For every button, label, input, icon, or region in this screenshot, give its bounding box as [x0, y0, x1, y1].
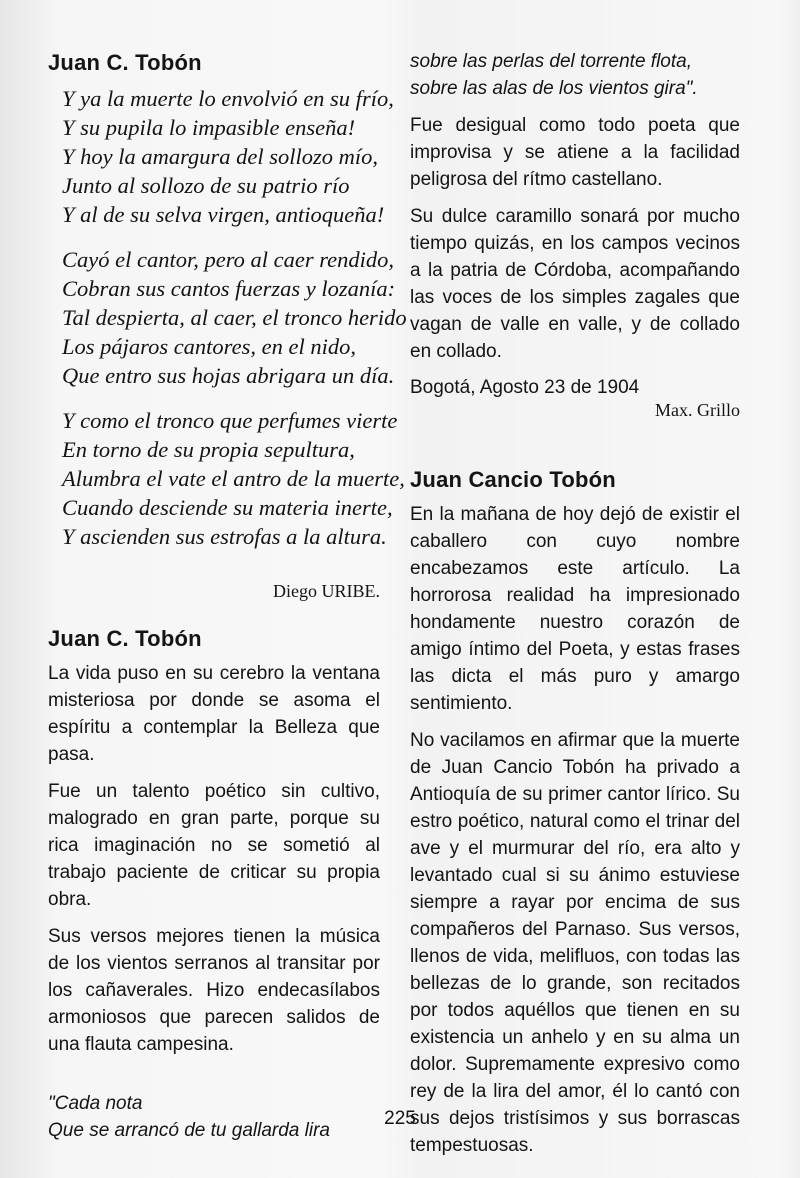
poem-line: Junto al sollozo de su patrio río [62, 173, 350, 198]
poem-stanza-2 [48, 245, 407, 390]
essay-paragraph: Su dulce caramillo sonará por mucho tiempo quizás, en los campos vecinos a la patria de Córdoba, acompañando las voces de los simples zagales que vagan de valle en valle, y de collado en collado. [410, 206, 740, 362]
essay-paragraph: Sus versos mejores tienen la música de los vientos serranos al transitar por los cañaverales. Hizo endecasílabos armoniosos que parecen salidos de una flauta campesina. [48, 926, 380, 1055]
poem-line: Cayó el cantor, pero al caer rendido, [62, 247, 395, 272]
poem-stanza-1 [48, 84, 394, 229]
quote-line: sobre las alas de los vientos gira". [410, 78, 698, 99]
poem-line: Alumbra el vate el antro de la muerte, [62, 466, 405, 491]
quote-line: Que se arrancó de tu gallarda lira [48, 1120, 330, 1141]
essay-paragraph: Fue desigual como todo poeta que improvisa y se atiene a la facilidad peligrosa del rítmo castellano. [410, 115, 740, 190]
section-heading-obituary: Juan Cancio Tobón [410, 467, 616, 492]
essay-paragraph: Fue un talento poético sin cultivo, malogrado en gran parte, porque su rica imaginación no se sometió al trabajo paciente de criticar su propia obra. [48, 781, 380, 910]
essay-signature: Max. Grillo [655, 400, 740, 420]
poem-signature: Diego URIBE. [273, 581, 380, 601]
section-heading-poem: Juan C. Tobón [48, 50, 202, 75]
quote-block-end [410, 48, 740, 102]
obituary-paragraph: No vacilamos en afirmar que la muerte de Juan Cancio Tobón ha privado a Antioquía de su primer cantor lírico. Su estro poético, natural como el trinar del ave y el murmurar del río, era alto y levantado cual si su ánimo estuviese siempre a rayar por encima de sus compañeros del Parnaso. Sus versos, llenos de vida, melifluos, con todas las bellezas de lo grande, son recitados por todos aquéllos que tienen en su existencia un anhelo y en su alma un dolor. Supremamente expresivo como rey de la lira del amor, él lo cantó con sus dejos tristísimos y sus borrascas tempestuosas. [410, 730, 740, 1156]
poem-line: Cobran sus cantos fuerzas y lozanía: [62, 276, 396, 301]
poem-line: Tal despierta, al caer, el tronco herido [62, 305, 407, 330]
poem-line: Y ascienden sus estrofas a la altura. [62, 524, 387, 549]
poem-line: Los pájaros cantores, en el nido, [62, 334, 356, 359]
poem-line: Y como el tronco que perfumes vierte [62, 408, 398, 433]
poem-line: Y al de su selva virgen, antioqueña! [62, 202, 385, 227]
quote-line: "Cada nota [48, 1093, 143, 1114]
section-heading-essay: Juan C. Tobón [48, 626, 202, 651]
poem-line: Y hoy la amargura del sollozo mío, [62, 144, 379, 169]
poem-line: En torno de su propia sepultura, [62, 437, 355, 462]
poem-line: Que entro sus hojas abrigara un día. [62, 363, 395, 388]
poem-line: Y su pupila lo impasible enseña! [62, 115, 356, 140]
poem-stanza-3 [48, 406, 405, 551]
dateline: Bogotá, Agosto 23 de 1904 [410, 377, 640, 398]
quote-line: sobre las perlas del torrente flota, [410, 51, 692, 72]
obituary-paragraph: En la mañana de hoy dejó de existir el caballero con cuyo nombre encabezamos este artículo. La horrorosa realidad ha impresionado hondamente nuestro corazón de amigo íntimo del Poeta, y estas frases las dicta el más puro y amargo sentimiento. [410, 504, 740, 714]
poem-line: Y ya la muerte lo envolvió en su frío, [62, 86, 394, 111]
essay-paragraph: La vida puso en su cerebro la ventana misteriosa por donde se asoma el espíritu a contemplar la Belleza que pasa. [48, 663, 380, 765]
poem-line: Cuando desciende su materia inerte, [62, 495, 393, 520]
page-number: 225 [384, 1108, 416, 1129]
right-column [410, 48, 740, 1169]
